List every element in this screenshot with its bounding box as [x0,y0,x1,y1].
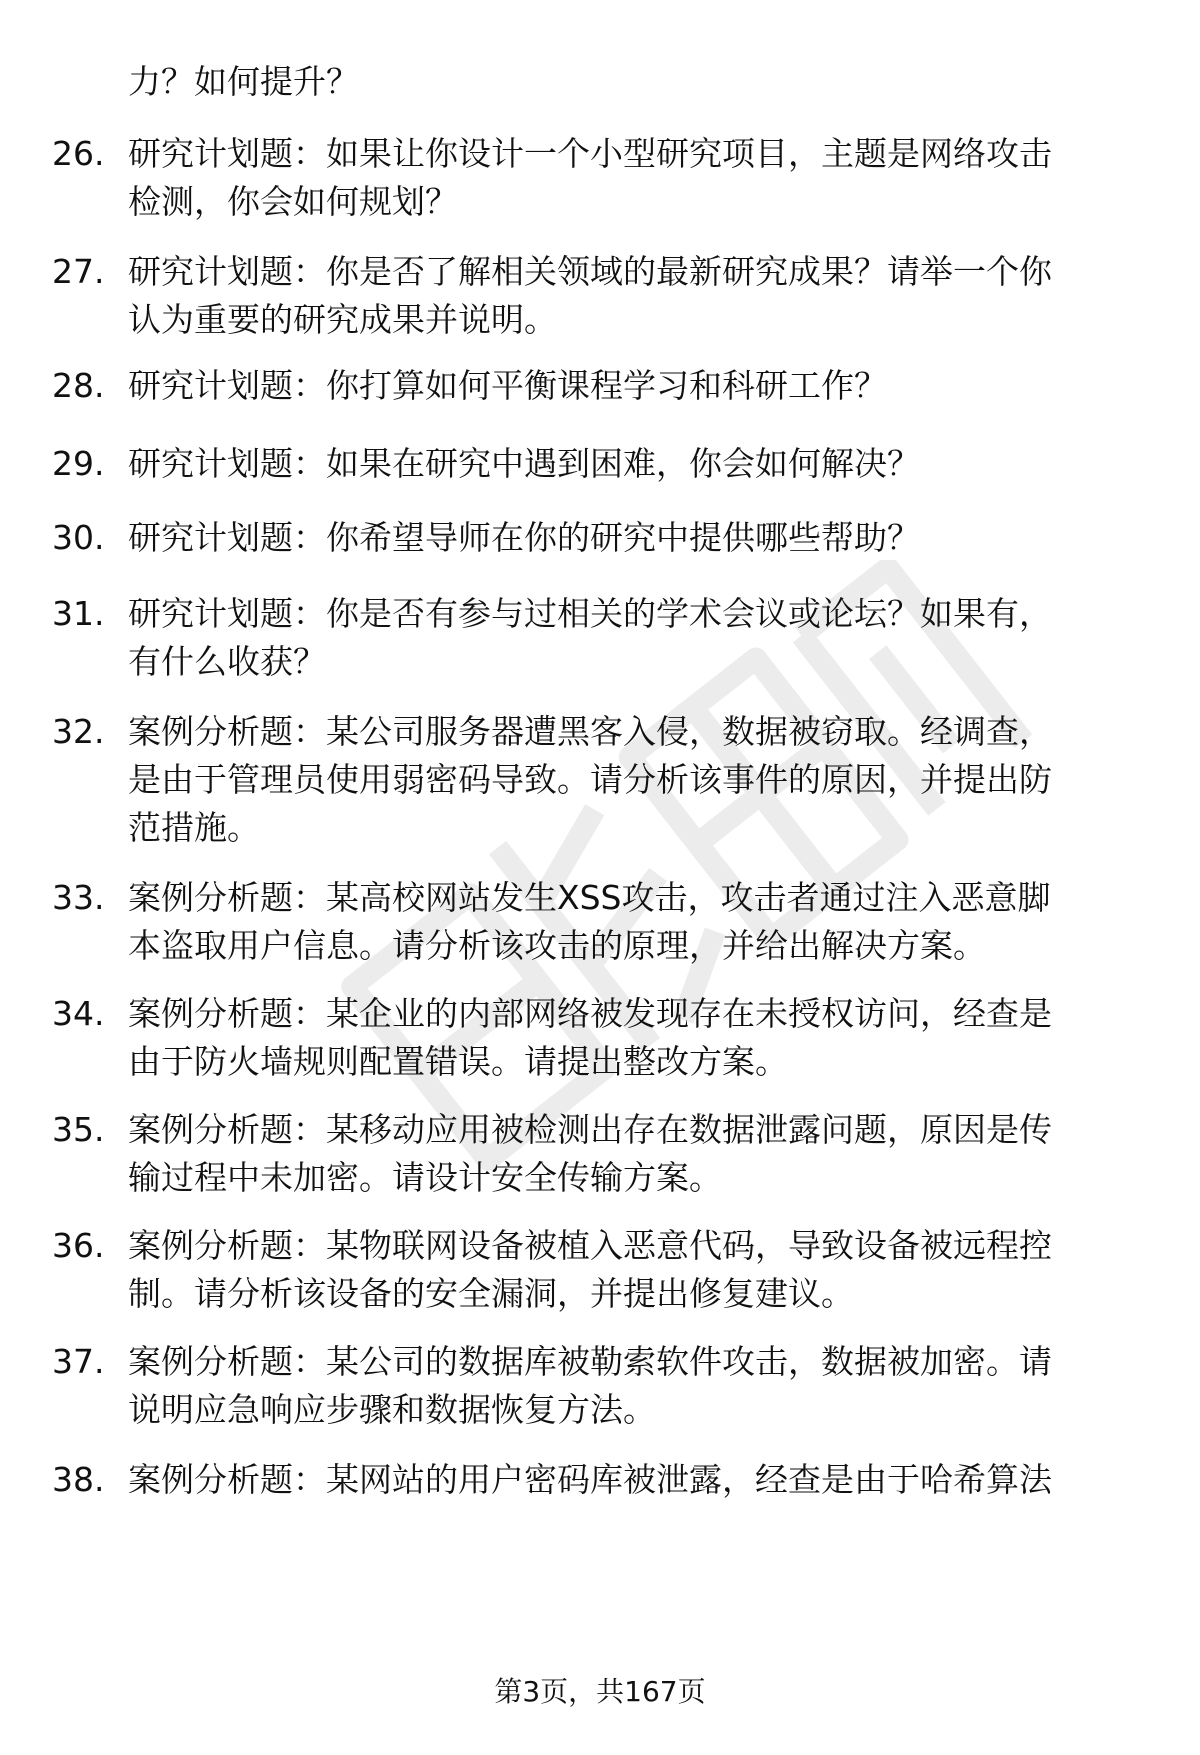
item-text-line: 研究计划题：你希望导师在你的研究中提供哪些帮助？ [128,518,920,557]
item-number: 29. [52,444,105,483]
item-text-line: 制。请分析该设备的安全漏洞，并提出修复建议。 [128,1274,854,1313]
item-number: 34. [52,994,105,1033]
item-text [128,440,1198,488]
item-number: 37. [52,1342,105,1381]
item-number: 33. [52,878,105,917]
item-text-line: 案例分析题：某移动应用被检测出存在数据泄露问题，原因是传 [128,1110,1052,1149]
item-text-line: 本盗取用户信息。请分析该攻击的原理，并给出解决方案。 [128,926,986,965]
item-text-line: 案例分析题：某公司服务器遭黑客入侵，数据被窃取。经调查， [128,712,1052,751]
item-text [128,1338,1198,1434]
item-text-line: 研究计划题：如果在研究中遇到困难，你会如何解决？ [128,444,920,483]
item-number: 28. [52,366,105,405]
item-text-line: 说明应急响应步骤和数据恢复方法。 [128,1390,656,1429]
item-text-line: 研究计划题：你是否了解相关领域的最新研究成果？请举一个你 [128,252,1052,291]
item-text-line: 案例分析题：某公司的数据库被勒索软件攻击，数据被加密。请 [128,1342,1052,1381]
item-text [128,874,1198,970]
item-text-line: 认为重要的研究成果并说明。 [128,300,557,339]
item-text-line: 由于防火墙规则配置错误。请提出整改方案。 [128,1042,788,1081]
item-number: 31. [52,594,105,633]
item-text [128,990,1198,1086]
item-text [128,1222,1198,1318]
item-number: 36. [52,1226,105,1265]
page-footer: 第3页，共167页 [494,1675,706,1708]
item-text [128,1456,1198,1504]
item-text [128,248,1198,344]
item-number: 32. [52,712,105,751]
item-text [128,362,1198,410]
item-text-line: 案例分析题：某高校网站发生XSS攻击，攻击者通过注入恶意脚 [128,878,1051,917]
item-text-line: 范措施。 [128,808,260,847]
item-number: 27. [52,252,105,291]
item-text [128,514,1198,562]
item-text [128,130,1198,226]
item-text-line: 研究计划题：你打算如何平衡课程学习和科研工作？ [128,366,887,405]
item-text-line: 是由于管理员使用弱密码导致。请分析该事件的原因，并提出防 [128,760,1052,799]
item-number: 35. [52,1110,105,1149]
item-text [128,708,1198,852]
continuation-text: 力？如何提升？ [128,62,359,101]
item-text-line: 检测，你会如何规划？ [128,182,458,221]
item-text-line: 案例分析题：某物联网设备被植入恶意代码，导致设备被远程控 [128,1226,1052,1265]
item-text-line: 研究计划题：如果让你设计一个小型研究项目，主题是网络攻击 [128,134,1052,173]
item-text-line: 案例分析题：某网站的用户密码库被泄露，经查是由于哈希算法 [128,1460,1052,1499]
item-text [128,1106,1198,1202]
item-text-line: 输过程中未加密。请设计安全传输方案。 [128,1158,722,1197]
item-text-line: 案例分析题：某企业的内部网络被发现存在未授权访问，经查是 [128,994,1052,1033]
item-number: 38. [52,1460,105,1499]
item-text-line: 研究计划题：你是否有参与过相关的学术会议或论坛？如果有， [128,594,1052,633]
item-number: 30. [52,518,105,557]
item-text [128,590,1198,686]
item-number: 26. [52,134,105,173]
item-text-line: 有什么收获？ [128,642,326,681]
